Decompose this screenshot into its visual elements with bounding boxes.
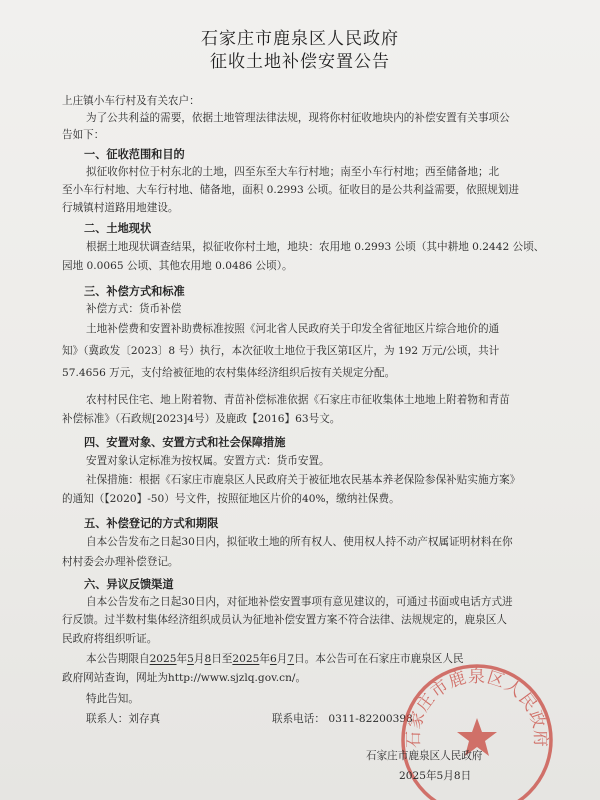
period-end-day: 7 [287,653,295,665]
contact-person: 联系人：刘存真 [86,713,161,725]
section-heading-1: 一、征收范围和目的 [84,148,185,161]
closing-text: 特此告知。 [86,693,139,705]
section-4-line: 安置对象认定标准为按权属。安置方式：货币安置。 [86,455,330,467]
contact-phone: 联系电话： 0311-82200398 [272,713,413,725]
period-start-day: 8 [204,653,212,665]
section-heading-4: 四、安置对象、安置方式和社会保障措施 [84,436,286,449]
section-6-line: 民政府将组织听证。 [62,633,158,645]
intro-line-2: 告如下： [62,129,105,141]
section-3-line: 土地补偿费和安置补助费标准按照《河北省人民政府关于印发全省征地区片综合地价的通 [86,323,500,335]
section-5-line: 自本公告发布之日起30日内，拟征收土地的所有权人、使用权人持不动产权属证明材料在你 [86,536,513,548]
period-end-year: 2025 [232,653,260,665]
period-end-month: 6 [269,653,277,665]
section-3-line: 知》（冀政发〔2023〕8 号）执行，本次征收土地位于我区第Ⅰ区片，为 192 万元/公顷，共计 [62,345,500,357]
section-5-line: 村村委会办理补偿登记。 [62,556,179,568]
intro-line-1: 为了公共利益的需要，依据土地管理法律法规，现将你村征收地块内的补偿安置有关事项公 [86,112,510,124]
section-6-line: 行反馈。过半数村集体经济组织成员认为征地补偿安置方案不符合法律、法规规定的，鹿泉区人 [62,614,507,626]
period-start-month: 5 [187,653,194,665]
section-heading-3: 三、补偿方式和标准 [84,285,185,298]
issue-date: 2025年5月8日 [399,770,472,782]
document-title-line2: 征收土地补偿安置公告 [210,52,390,72]
section-2-line: 根据土地现状调查结果，拟征收你村土地，地块：农用地 0.2993 公顷（其中耕地 0.2442 公顷、 [86,241,545,253]
addressee: 上庄镇小车行村及有关农户： [62,95,200,107]
section-3-line: 补偿标准》（石政规[2023]4号）及鹿政【2016】63号文。 [62,413,341,425]
section-heading-6: 六、异议反馈渠道 [84,578,174,591]
section-3-line: 57.4656 万元，支付给被征地的农村集体经济组织后按有关规定分配。 [62,367,396,379]
issuer-name: 石家庄市鹿泉区人民政府 [366,750,483,762]
section-1-line: 拟征收你村位于村东北的土地，四至东至大车行村地；南至小车行村地；西至储备地；北 [86,166,500,178]
section-3-line: 农村村民住宅、地上附着物、青苗补偿标准依据《石家庄市征收集体土地地上附着物和青苗 [86,394,510,406]
section-heading-2: 二、土地现状 [84,222,152,235]
period-start-year: 2025 [149,653,177,665]
section-heading-5: 五、补偿登记的方式和期限 [84,517,219,530]
section-2-line: 园地 0.0065 公顷、其他农用地 0.0486 公顷）。 [62,260,293,272]
section-1-line: 行城镇村道路用地建设。 [62,202,179,214]
section-1-line: 至小车行村地、大车行村地、储备地，面积 0.2993 公顷。征收目的是公共利益需要，依照规划进 [62,184,519,196]
section-4-line: 的通知（【2020】-50）号文件，按照征地区片价的40%，缴纳社保费。 [62,493,400,505]
section-3-line: 补偿方式：货币补偿 [86,303,182,315]
website-line: 政府网站查询，网址为http://www.sjzlq.gov.cn/。 [62,672,307,684]
section-6-line: 自本公告发布之日起30日内，对征地补偿安置事项有意见建议的，可通过书面或电话方式进 [86,596,513,608]
notice-period-line: 本公告期限自2025年5月8日至2025年6月7日。本公告可在石家庄市鹿泉区人民 [86,653,464,665]
section-4-line: 社保措施：根据《石家庄市鹿泉区人民政府关于被征地农民基本养老保险参保补贴实施方案》 [86,474,521,486]
document-title-line1: 石家庄市鹿泉区人民政府 [201,29,399,49]
seal-text: 石家庄市鹿泉区人民政府 [403,667,551,749]
